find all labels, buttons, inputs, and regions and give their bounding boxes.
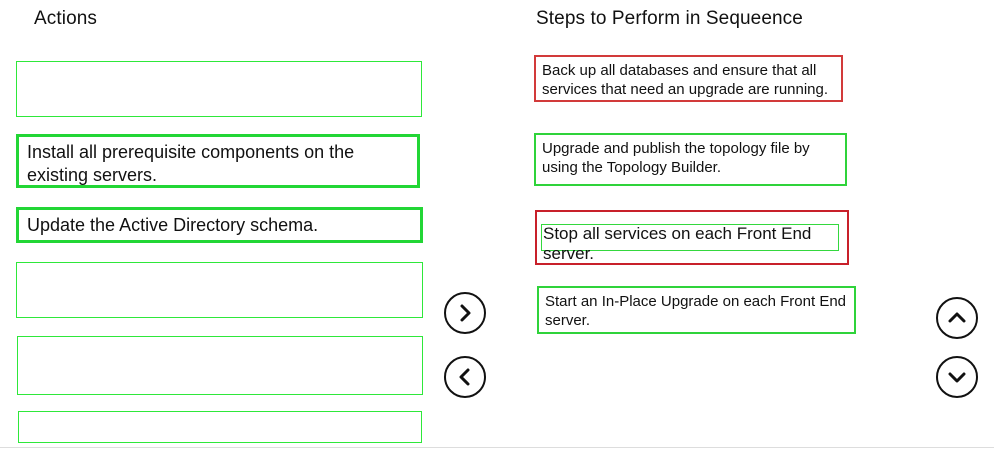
move-down-button[interactable]: [936, 356, 978, 398]
chevron-up-icon: [947, 308, 967, 328]
step-label: Stop all services on each Front End server.: [543, 224, 812, 263]
move-left-button[interactable]: [444, 356, 486, 398]
chevron-down-icon: [947, 367, 967, 387]
step-label: Upgrade and publish the topology file by using the Topology Builder.: [542, 140, 810, 176]
action-slot-5[interactable]: [17, 336, 423, 395]
move-up-button[interactable]: [936, 297, 978, 339]
chevron-left-icon: [455, 367, 475, 387]
action-slot-6[interactable]: [18, 411, 422, 443]
chevron-right-icon: [455, 303, 475, 323]
step-item-stop-services[interactable]: [535, 210, 849, 265]
action-item-install-prerequisites[interactable]: Install all prerequisite components on the existing servers.: [16, 134, 420, 188]
actions-heading: Actions: [34, 8, 98, 29]
step-item-in-place-upgrade[interactable]: [537, 286, 856, 334]
steps-heading: Steps to Perform in Sequeence: [536, 8, 803, 29]
step-item-upgrade-topology[interactable]: [534, 133, 847, 186]
step-label: Start an In-Place Upgrade on each Front End server.: [545, 293, 847, 329]
action-item-update-ad-schema[interactable]: Update the Active Directory schema.: [16, 207, 423, 243]
bottom-divider: [0, 447, 994, 448]
step-label: Back up all databases and ensure that all services that need an upgrade are running.: [542, 62, 829, 98]
move-right-button[interactable]: [444, 292, 486, 334]
action-slot-4[interactable]: [16, 262, 423, 318]
step-item-backup-databases[interactable]: [534, 55, 843, 102]
action-slot-1[interactable]: [16, 61, 422, 117]
